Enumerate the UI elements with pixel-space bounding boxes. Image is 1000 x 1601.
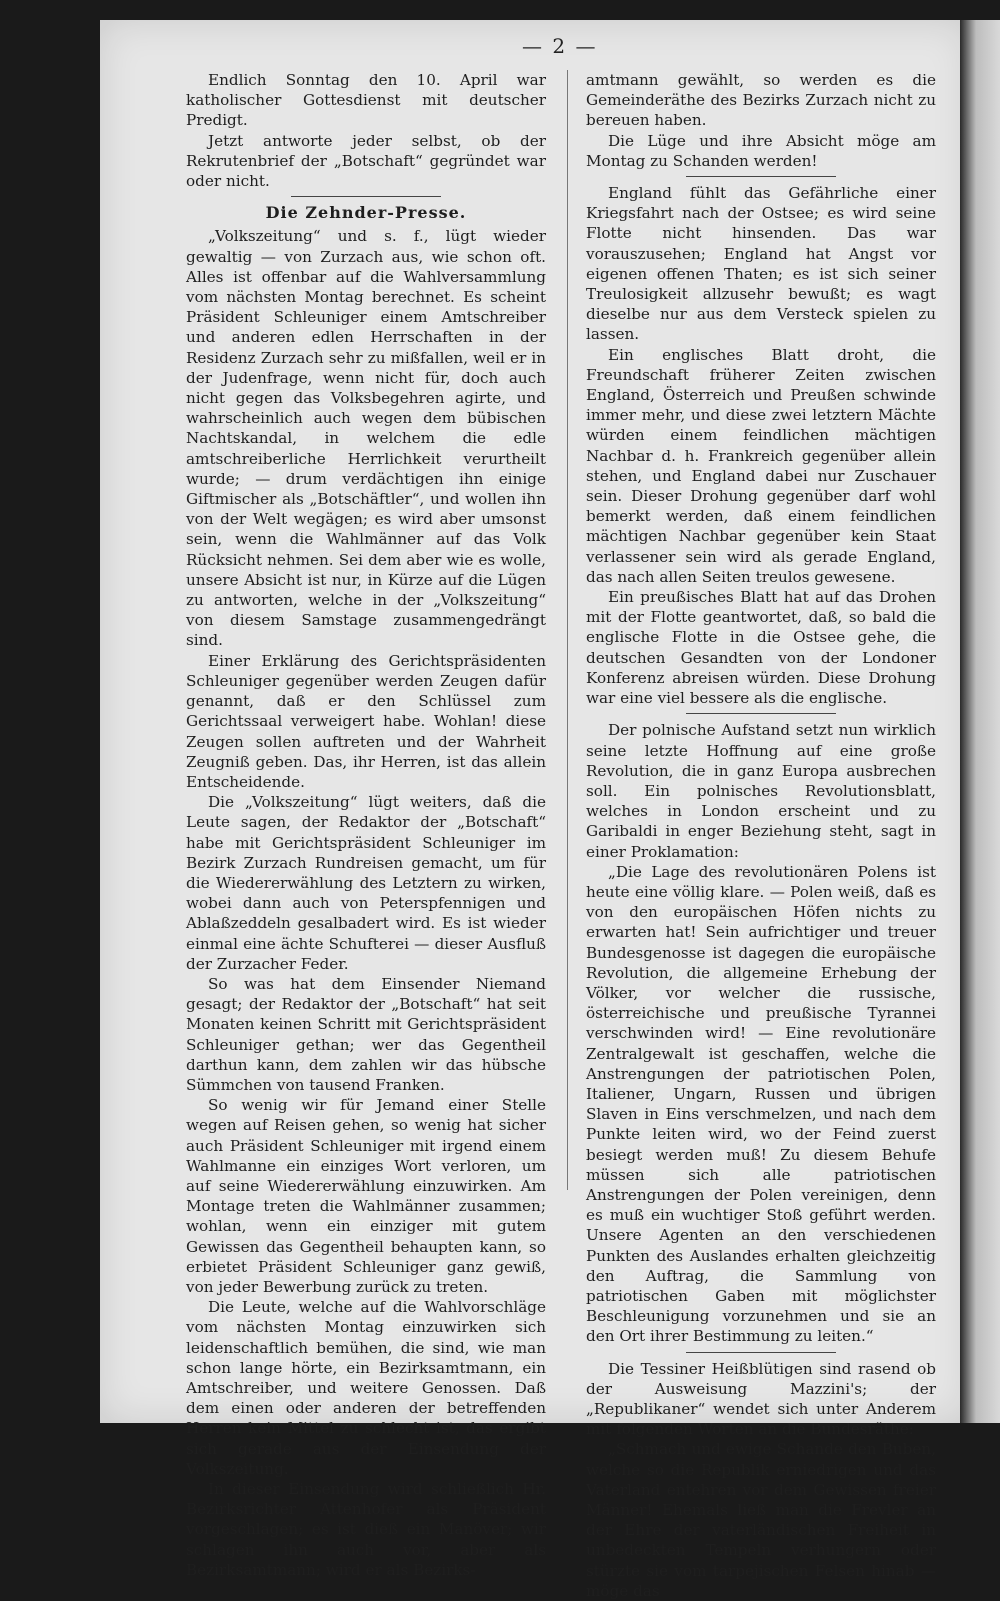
paragraph: So was hat dem Einsender Niemand gesagt; der Redaktor der „Botschaft“ hat seit Monaten keinen Schritt mit Gerichtspräsident Schleuniger gethan; wer das Gegentheil darthun kann, dem zahlen wir das hübsche Sümmchen von tausend Franken.: [186, 974, 546, 1094]
article-heading: Die Zehnder-Presse.: [265, 203, 467, 223]
page-number: — 2 —: [522, 34, 598, 58]
section-rule: [686, 713, 836, 714]
paragraph: In dieser Einsendung wird schließlich Hr. Bezirksrichter Attenhofer als Präsident vorgeschlagen; es ist dieß ein Manöver; wir schlagen ihn auch vor, aber als Bezirksamtmann; wird er als Bezirks-: [186, 1480, 546, 1579]
right-column: [586, 70, 936, 1601]
section-rule: [686, 1352, 836, 1353]
column-divider: [567, 70, 568, 1190]
paragraph: Jetzt antworte jeder selbst, ob der Rekrutenbrief der „Botschaft“ gegründet war oder nicht.: [186, 131, 546, 191]
paragraph: amtmann gewählt, so werden es die Gemeinderäthe des Bezirks Zurzach nicht zu bereuen haben.: [586, 71, 936, 130]
paragraph: „Volkszeitung“ und s. f., lügt wieder gewaltig — von Zurzach aus, wie schon oft. Alles ist offenbar auf die Wahlversammlung vom nächsten Montag berechnet. Es scheint Präsident Schleuniger einem Amtschreiber und anderen edlen Herrschaften in der Residenz Zurzach sehr zu mißfallen, weil er in der Judenfrage, wenn nicht für, doch auch nicht gegen das Volksbegehren agirte, und wahrscheinlich auch wegen dem bübischen Nachtskandal, in welchem die edle amtschreiberliche Herrlichkeit verurtheilt wurde; — drum verdächtigen ihn einige Giftmischer als „Botschäftler“, und wollen ihn von der Welt wegägen; es wird aber umsonst sein, wenn die Wahlmänner auf das Volk Rücksicht nehmen. Sei dem aber wie es wolle, unsere Absicht ist nur, in Kürze auf die Lügen zu antworten, welche in der „Volkszeitung“ von diesem Samstage zusammengedrängt sind.: [186, 227, 546, 650]
paragraph: So wenig wir für Jemand einer Stelle wegen auf Reisen gehen, so wenig hat sicher auch Präsident Schleuniger mit irgend einem Wahlmanne ein einziges Wort verloren, um auf seine Wiedererwählung einzuwirken. Am Montage treten die Wahlmänner zusammen; wohlan, wenn ein einziger mit gutem Gewissen das Gegentheil behaupten kann, so erbietet Präsident Schleuniger ganz gewiß, von jeder Bewerbung zurück zu treten.: [186, 1096, 546, 1296]
paragraph: Die Lüge und ihre Absicht möge am Montag zu Schanden werden!: [586, 131, 936, 170]
paragraph: Die Leute, welche auf die Wahlvorschläge vom nächsten Montag einzuwirken sich leidenschaftlich bemühen, die sind, wie man schon lange hörte, ein Bezirksamtmann, ein Amtschreiber, und weitere Genossen. Daß dem einen oder anderen der betreffenden Herren kein Mittel zu schlecht ist, das ergibt sich gerade aus der Einsendung der Volkszeitung.: [186, 1298, 546, 1478]
paragraph: Ein preußisches Blatt hat auf das Drohen mit der Flotte geantwortet, daß, so bald die englische Flotte in die Ostsee gehe, die deutschen Gesandten von der Londoner Konferenz abreisen würden. Diese Drohung war eine viel bessere als die englische.: [586, 588, 936, 708]
paragraph: Ein englisches Blatt droht, die Freundschaft früherer Zeiten zwischen England, Österreich und Preußen schwinde immer mehr, und diese zwei letztern Mächte würden einem feindlichen mächtigen Nachbar d. h. Frankreich gegenüber allein stehen, und England dabei nur Zuschauer sein. Dieser Drohung gegenüber darf wohl bemerkt werden, daß einem feindlichen mächtigen Nachbar gegenüber kein Staat verlassener sein wird als gerade England, das nach allen Seiten treulos gewesene.: [586, 345, 936, 586]
paragraph: „Schmach und ewige Schande den Buben, welche so die Republik erniedrigen und das Vaterland entehren vor dem Gewissen freier Männer! Ehemals ließ man die Frevler an der Ehre der vaterländischen Freiheit in unbedeckten Tempeln verhungern oder stürzte sie vom tarpejischen Felsen hinab — möge das: [586, 1440, 936, 1600]
paragraph: Einer Erklärung des Gerichtspräsidenten Schleuniger gegenüber werden Zeugen dafür genannt, daß er den Schlüssel zum Gerichtssaal verweigert habe. Wohlan! diese Zeugen sollen auftreten und der Wahrheit Zeugniß geben. Das, ihr Herren, ist das allein Entscheidende.: [186, 651, 546, 791]
left-column: [186, 70, 546, 1580]
page-edge-shadow: [960, 20, 1000, 1423]
paragraph: Die „Volkszeitung“ lügt weiters, daß die Leute sagen, der Redaktor der „Botschaft“ habe mit Gerichtspräsident Schleuniger im Bezirk Zurzach Rundreisen gemacht, um für die Wiedererwählung des Letztern zu wirken, wobei dann auch von Peterspfennigen und Ablaßzeddeln gesalbadert wird. Es ist wieder einmal eine ächte Schufterei — dieser Ausfluß der Zurzacher Feder.: [186, 793, 546, 973]
section-rule: [291, 196, 441, 197]
paragraph: „Die Lage des revolutionären Polens ist heute eine völlig klare. — Polen weiß, daß es von den europäischen Höfen nichts zu erwarten hat! Sein aufrichtiger und treuer Bundesgenosse ist dagegen die europäische Revolution, die allgemeine Erhebung der Völker, vor welcher die russische, österreichische und preußische Tyrannei verschwinden wird! — Eine revolutionäre Zentralgewalt ist geschaffen, welche die Anstrengungen der patriotischen Polen, Italiener, Ungarn, Russen und übrigen Slaven in Eins verschmelzen, und nach dem Punkte leiten wird, wo der Feind zuerst besiegt werden muß! Zu diesem Behufe müssen sich alle patriotischen Anstrengungen der Polen vereinigen, denn es muß ein wuchtiger Stoß geführt werden. Unsere Agenten an den verschiedenen Punkten des Auslandes erhalten gleichzeitig den Auftrag, die Sammlung von patriotischen Gaben mit möglichster Beschleunigung vorzunehmen und sie an den Ort ihrer Bestimmung zu leiten.“: [586, 862, 936, 1346]
section-rule: [686, 176, 836, 177]
paragraph: Endlich Sonntag den 10. April war katholischer Gottesdienst mit deutscher Predigt.: [186, 71, 546, 130]
paragraph: England fühlt das Gefährliche einer Kriegsfahrt nach der Ostsee; es wird seine Flotte nicht hinsenden. Das war vorauszusehen; England hat Angst vor eigenen offenen Thaten; es ist sich seiner Treulosigkeit allzusehr bewußt; es wagt dieselbe nur aus dem Versteck spielen zu lassen.: [586, 184, 936, 344]
paragraph: Die Tessiner Heißblütigen sind rasend ob der Ausweisung Mazzini's; der „Republikaner“ wendet sich unter Anderem mit folgenden Worten an die Bundesräthe:: [586, 1359, 936, 1439]
paragraph: Der polnische Aufstand setzt nun wirklich seine letzte Hoffnung auf eine große Revolution, die in ganz Europa ausbrechen soll. Ein polnisches Revolutionsblatt, welches in London erscheint und zu Garibaldi in enger Beziehung steht, sagt in einer Proklamation:: [586, 721, 936, 861]
